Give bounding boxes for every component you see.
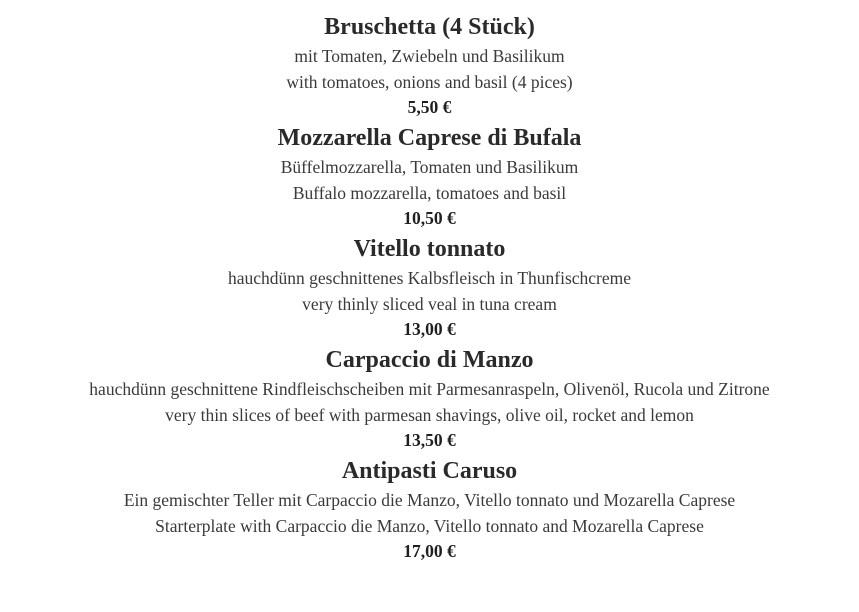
item-name: Carpaccio di Manzo	[325, 347, 534, 373]
item-name: Mozzarella Caprese di Bufala	[277, 125, 582, 151]
menu-item-bruschetta	[0, 12, 859, 119]
item-description-german: Büffelmozzarella, Tomaten und Basilikum	[280, 157, 579, 177]
menu-item-antipasti-caruso	[0, 456, 859, 563]
item-name: Bruschetta (4 Stück)	[324, 14, 535, 40]
item-price: 10,50 €	[403, 208, 456, 228]
item-description-english: with tomatoes, onions and basil (4 pices)	[286, 72, 573, 92]
item-price: 17,00 €	[403, 541, 456, 561]
item-description-german: Ein gemischter Teller mit Carpaccio die Manzo, Vitello tonnato und Mozarella Caprese	[123, 490, 736, 510]
item-name: Antipasti Caruso	[341, 458, 518, 484]
item-description-german: hauchdünn geschnittenes Kalbsfleisch in Thunfischcreme	[227, 268, 632, 288]
item-description-english: Starterplate with Carpaccio die Manzo, Vitello tonnato and Mozarella Caprese	[155, 516, 704, 536]
menu-item-mozzarella-caprese	[0, 123, 859, 230]
item-name: Vitello tonnato	[353, 236, 506, 262]
item-price: 13,50 €	[403, 430, 456, 450]
item-description-english: Buffalo mozzarella, tomatoes and basil	[292, 183, 567, 203]
item-description-german: hauchdünn geschnittene Rindfleischscheiben mit Parmesanraspeln, Olivenöl, Rucola und Zitrone	[89, 379, 770, 399]
item-price: 13,00 €	[403, 319, 456, 339]
item-description-english: very thin slices of beef with parmesan shavings, olive oil, rocket and lemon	[165, 405, 694, 425]
item-price: 5,50 €	[407, 97, 452, 117]
menu-item-vitello-tonnato	[0, 234, 859, 341]
menu-item-carpaccio-di-manzo	[0, 345, 859, 452]
item-description-german: mit Tomaten, Zwiebeln und Basilikum	[294, 46, 565, 66]
item-description-english: very thinly sliced veal in tuna cream	[302, 294, 557, 314]
